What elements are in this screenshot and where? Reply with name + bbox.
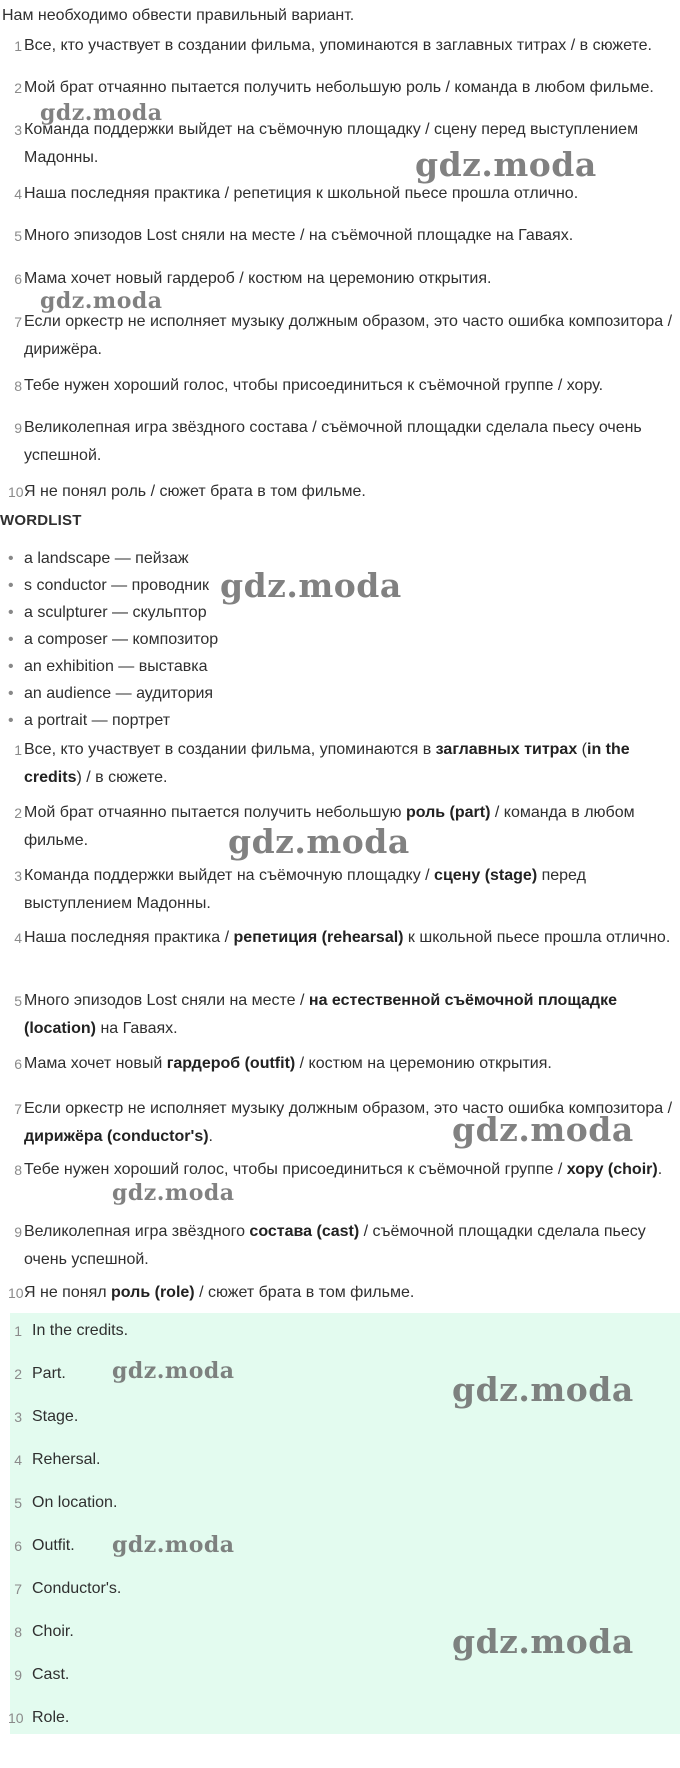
answer-item [10,1360,66,1388]
highlight: заглавных титрах [435,741,578,758]
item-number: 7 [14,314,22,330]
item-text: Мой брат отчаянно пытается получить небольшую роль / команда в любом фильме. [24,79,654,96]
item-text: Все, кто участвует в создании фильма, упоминаются в заглавных титрах / в сюжете. [24,37,652,54]
highlight: роль (role) [111,1284,195,1301]
wordlist-item: • an exhibition — выставка [0,654,218,681]
item-text: Команда поддержки выйдет на съёмочную площадку / сцену перед выступлением Мадонны. [24,121,639,166]
watermark: gdz.moda [228,822,410,861]
item-number: 4 [14,186,22,202]
item-number: 3 [14,122,22,138]
item-number: 10 [8,1710,24,1726]
watermark: gdz.moda [452,1622,634,1661]
explanation-item [0,1279,676,1307]
intro-text: Нам необходимо обвести правильный вариант. [2,7,355,24]
item-text: Наша последняя практика / репетиция (rehearsal) к школьной пьесе прошла отлично. [24,929,671,946]
item-number: 1 [14,742,22,758]
item-number: 8 [14,1162,22,1178]
item-text: Все, кто участвует в создании фильма, упоминаются в заглавных титрах (in the credits) / в сюжете. [24,741,630,786]
answer-text: Outfit. [32,1537,75,1554]
answer-item [10,1403,78,1431]
item-text: Я не понял роль (role) / сюжет брата в том фильме. [24,1284,415,1301]
answer-text: In the credits. [32,1322,129,1339]
answer-item [10,1532,75,1560]
item-text: Много эпизодов Lost сняли на месте / на естественной съёмочной площадке (location) на Гаваях. [24,992,617,1037]
item-number: 8 [14,378,22,394]
question-item [0,308,676,364]
item-text: Мама хочет новый гардероб (outfit) / костюм на церемонию открытия. [24,1055,552,1072]
item-number: 10 [8,1285,24,1301]
answer-text: Part. [32,1365,66,1382]
answer-text: Cast. [32,1666,70,1683]
watermark: gdz.moda [415,145,597,184]
answer-item [10,1489,117,1517]
item-number: 8 [14,1624,22,1640]
item-number: 6 [14,1538,22,1554]
answer-item [10,1661,69,1689]
answer-item [10,1317,128,1345]
answer-item [10,1575,121,1603]
highlight: in the credits [24,741,630,786]
question-item [0,74,676,102]
item-number: 2 [14,80,22,96]
item-number: 5 [14,228,22,244]
item-number: 3 [14,1409,22,1425]
item-text: Тебе нужен хороший голос, чтобы присоединиться к съёмочной группе / хору (choir). [24,1161,663,1178]
question-item [0,414,676,470]
item-text: Тебе нужен хороший голос, чтобы присоединиться к съёмочной группе / хору. [24,377,604,394]
item-number: 4 [14,1452,22,1468]
item-text: Великолепная игра звёздного состава (cast) / съёмочной площадки сделала пьесу очень успешной. [24,1223,646,1268]
item-text: Команда поддержки выйдет на съёмочную площадку / сцену (stage) перед выступлением Мадонны. [24,867,586,912]
wordlist-heading: WORDLIST [0,512,82,529]
item-number: 10 [8,484,24,500]
highlight: роль (part) [405,804,491,821]
highlight: на естественной съёмочной площадке (location) [24,992,617,1037]
wordlist-item: • a landscape — пейзаж [0,546,218,573]
item-number: 2 [14,1366,22,1382]
watermark: gdz.moda [452,1110,634,1149]
answer-item [10,1704,69,1732]
answer-text: Role. [32,1709,70,1726]
question-item [0,478,676,506]
item-number: 1 [14,38,22,54]
answer-text: Choir. [32,1623,74,1640]
answer-text: Rehersal. [32,1451,101,1468]
item-number: 9 [14,420,22,436]
item-number: 4 [14,930,22,946]
explanation-item [0,1218,676,1274]
highlight: состава (cast) [249,1223,360,1240]
question-item [0,372,676,400]
question-item [0,32,676,60]
item-text: Если оркестр не исполняет музыку должным образом, это часто ошибка композитора / дирижёра (conductor's). [24,1100,673,1145]
explanation-item [0,924,676,952]
highlight: гардероб (outfit) [166,1055,296,1072]
explanation-item [0,1156,676,1184]
wordlist-item: • s conductor — проводник [0,573,218,600]
wordlist-item: • a sculpturer — скульптор [0,600,218,627]
item-text: Много эпизодов Lost сняли на месте / на съёмочной площадке на Гаваях. [24,227,574,244]
wordlist-item: • an audience — аудитория [0,681,218,708]
item-number: 3 [14,868,22,884]
watermark: gdz.moda [112,1358,235,1384]
answer-text: Stage. [32,1408,79,1425]
item-text: Великолепная игра звёздного состава / съёмочной площадки сделала пьесу очень успешной. [24,419,642,464]
watermark: gdz.moda [112,1532,235,1558]
item-text: Мой брат отчаянно пытается получить небольшую роль (part) / команда в любом фильме. [24,804,635,849]
answer-item [10,1446,100,1474]
question-item [0,222,676,250]
watermark: gdz.moda [220,566,402,605]
item-text: Мама хочет новый гардероб / костюм на церемонию открытия. [24,270,492,287]
item-number: 6 [14,1056,22,1072]
item-text: Если оркестр не исполняет музыку должным образом, это часто ошибка композитора / дирижёра. [24,313,673,358]
watermark: gdz.moda [40,100,163,126]
highlight: хору (choir) [566,1161,658,1178]
watermark: gdz.moda [452,1370,634,1409]
highlight: репетиция (rehearsal) [233,929,404,946]
explanation-item [0,987,676,1043]
answer-item [10,1618,74,1646]
item-number: 1 [14,1323,22,1339]
wordlist [0,546,218,735]
item-number: 7 [14,1581,22,1597]
wordlist-item: • a portrait — портрет [0,708,218,735]
highlight: сцену (stage) [434,867,538,884]
explanation-item [0,862,676,918]
item-number: 5 [14,1495,22,1511]
item-number: 9 [14,1224,22,1240]
item-number: 2 [14,805,22,821]
explanation-item [0,736,676,792]
wordlist-item: • a composer — композитор [0,627,218,654]
answer-text: Conductor's. [32,1580,122,1597]
item-number: 7 [14,1101,22,1117]
answer-text: On location. [32,1494,118,1511]
watermark: gdz.moda [112,1180,235,1206]
item-number: 5 [14,993,22,1009]
item-number: 9 [14,1667,22,1683]
watermark: gdz.moda [40,288,163,314]
highlight: дирижёра (conductor's) [24,1128,209,1145]
explanation-item [0,1050,676,1078]
question-item [0,180,676,208]
item-text: Наша последняя практика / репетиция к школьной пьесе прошла отлично. [24,185,579,202]
item-number: 6 [14,271,22,287]
item-text: Я не понял роль / сюжет брата в том фильме. [24,483,366,500]
